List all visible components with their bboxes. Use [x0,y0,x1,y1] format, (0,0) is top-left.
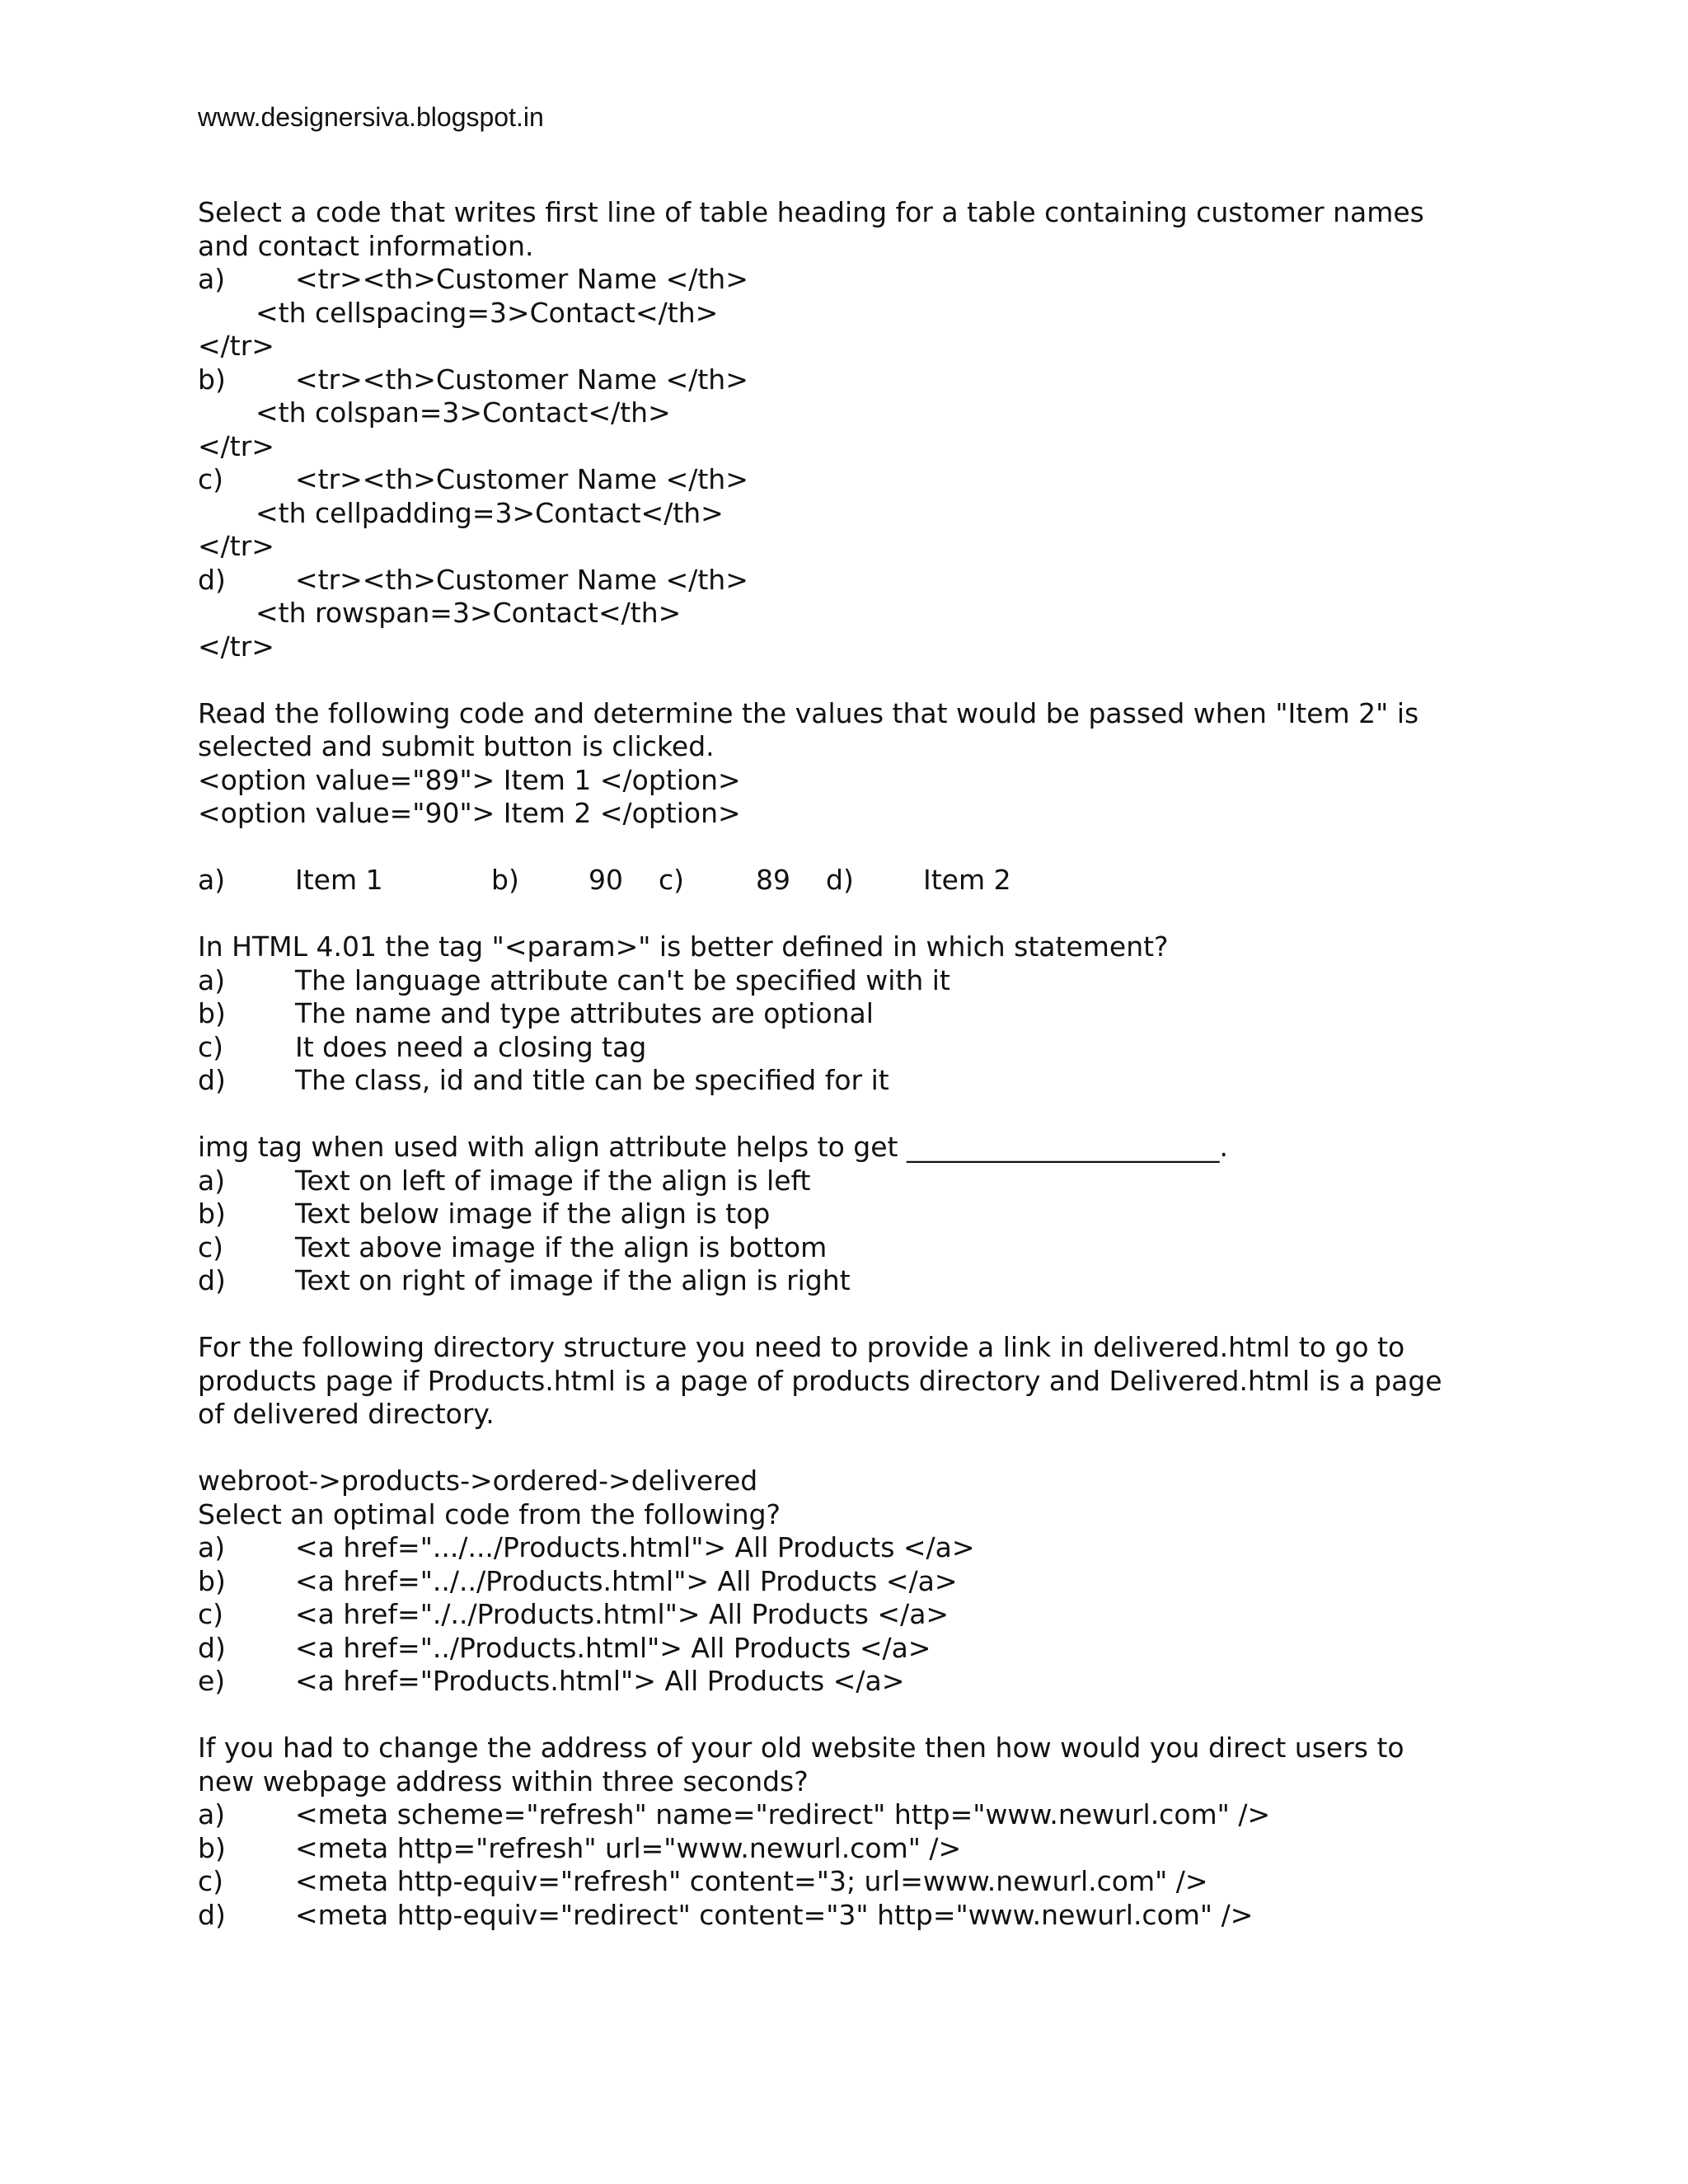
option-d [198,1632,1484,1666]
option-c [198,1598,1484,1632]
option-text: <meta http-equiv="redirect" content="3" http="www.newurl.com" /> [295,1898,1254,1931]
option-a [198,964,1484,998]
question-stem-line: and contact information. [198,229,534,262]
option-label: a) [198,1798,226,1830]
option-code-line: </tr> [198,429,274,462]
option-label: d) [198,563,226,596]
question-stem-line: If you had to change the address of your old website then how would you direct users to [198,1732,1404,1764]
option-label: a) [198,864,226,896]
option-text: It does need a closing tag [295,1030,647,1063]
option-label: d) [198,1898,226,1931]
option-d [198,1899,1484,1933]
option-text: The class, id and title can be specified for it [295,1064,889,1096]
option-label: b) [491,864,519,896]
question-4 [198,1131,1484,1298]
option-label: d) [198,1631,226,1664]
option-text: Text below image if the align is top [295,1197,771,1230]
site-url-header: www.designersiva.blogspot.in [198,102,544,132]
question-6 [198,1732,1484,1932]
option-c [198,463,1484,497]
option-code-line: <th cellpadding=3>Contact</th> [256,496,724,529]
option-label: d) [826,864,854,896]
question-stem-line: new webpage address within three seconds? [198,1765,809,1797]
directory-structure: webroot->products->ordered->delivered [198,1465,758,1497]
option-label: c) [198,1598,224,1630]
option-label: d) [198,1264,226,1296]
question-stem-line: For the following directory structure you need to provide a link in delivered.html to go to [198,1331,1405,1363]
option-text: <meta http-equiv="refresh" content="3; url=www.newurl.com" /> [295,1865,1208,1897]
question-1 [198,196,1484,663]
option-text: Text on left of image if the align is left [295,1164,811,1197]
option-label: b) [198,1564,226,1597]
question-stem-line: In HTML 4.01 the tag "<param>" is better defined in which statement? [198,930,1169,963]
option-code-line: </tr> [198,530,274,562]
question-stem-line: Select a code that writes first line of table heading for a table containing customer names [198,196,1424,228]
inline-options [198,864,1484,898]
question-stem-line: Select an optimal code from the following? [198,1497,781,1530]
option-code-line: <tr><th>Customer Name </th> [295,363,748,396]
option-c [198,1231,1484,1265]
option-label: d) [198,1064,226,1096]
question-code-line: <option value="89"> Item 1 </option> [198,763,741,796]
option-text: <a href="Products.html"> All Products </a> [295,1665,905,1697]
option-label: c) [198,1030,224,1063]
option-b [198,1197,1484,1231]
option-label: c) [198,463,224,495]
option-code-line: <tr><th>Customer Name </th> [295,563,748,596]
option-b [198,363,1484,397]
option-label: c) [659,864,685,896]
question-stem-line: products page if Products.html is a page of products directory and Delivered.html is a page [198,1364,1442,1397]
option-text: <a href=".../.../Products.html"> All Products </a> [295,1531,975,1563]
option-text: 90 [588,864,623,896]
option-text: The name and type attributes are optional [295,997,874,1029]
option-code-line: <th colspan=3>Contact</th> [256,396,671,429]
option-text: Text above image if the align is bottom [295,1230,828,1263]
option-c [198,1865,1484,1899]
option-text: <a href="../../Products.html"> All Products </a> [295,1564,958,1597]
option-b [198,997,1484,1031]
question-5 [198,1331,1484,1699]
question-code-line: <option value="90"> Item 2 </option> [198,797,741,829]
option-a [198,1531,1484,1565]
question-stem-line: of delivered directory. [198,1398,495,1430]
question-3 [198,930,1484,1098]
option-code-line: <th rowspan=3>Contact</th> [256,597,682,629]
option-text: <meta http="refresh" url="www.newurl.com" /> [295,1831,962,1864]
option-text: Item 2 [923,864,1011,896]
option-code-line: <tr><th>Customer Name </th> [295,263,748,295]
option-label: a) [198,263,226,295]
option-code-line: <th cellspacing=3>Contact</th> [256,296,719,329]
option-label: b) [198,997,226,1029]
option-b [198,1832,1484,1866]
option-label: a) [198,1164,226,1197]
option-code-line: </tr> [198,630,274,663]
option-label: b) [198,1197,226,1230]
option-a [198,1165,1484,1198]
option-d [198,1064,1484,1098]
option-text: The language attribute can't be specified with it [295,963,950,996]
option-label: c) [198,1865,224,1897]
option-d [198,564,1484,598]
option-text: Item 1 [295,864,383,896]
option-code-line: <tr><th>Customer Name </th> [295,463,748,495]
option-label: e) [198,1665,226,1697]
question-stem-line: selected and submit button is clicked. [198,730,715,762]
option-b [198,1565,1484,1599]
option-c [198,1031,1484,1065]
option-a [198,263,1484,297]
option-label: b) [198,363,226,396]
option-a [198,1798,1484,1832]
option-text: <a href="../Products.html"> All Products </a> [295,1631,931,1664]
question-stem-line: Read the following code and determine the values that would be passed when "Item 2" is [198,696,1419,729]
option-label: b) [198,1831,226,1864]
option-d [198,1264,1484,1298]
question-stem-line: img tag when used with align attribute helps to get _______________________. [198,1131,1228,1163]
option-label: a) [198,963,226,996]
option-code-line: </tr> [198,330,274,362]
question-2 [198,697,1484,898]
option-text: <meta scheme="refresh" name="redirect" http="www.newurl.com" /> [295,1798,1271,1830]
option-e [198,1665,1484,1699]
option-text: <a href="./../Products.html"> All Products </a> [295,1598,950,1630]
option-text: 89 [756,864,790,896]
question-list [198,196,1484,1966]
option-label: a) [198,1531,226,1563]
option-text: Text on right of image if the align is right [295,1264,851,1296]
option-label: c) [198,1230,224,1263]
